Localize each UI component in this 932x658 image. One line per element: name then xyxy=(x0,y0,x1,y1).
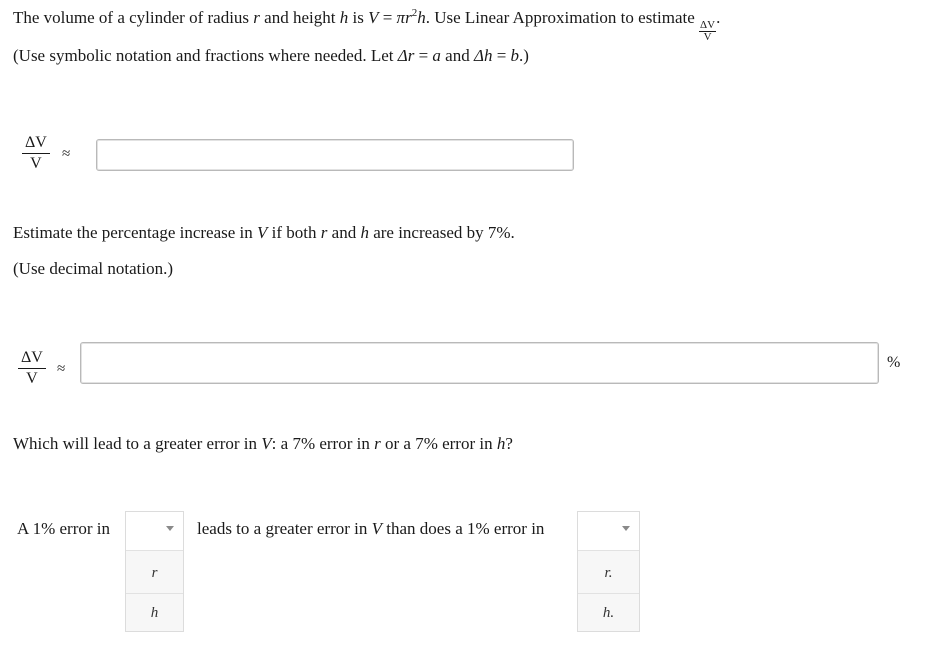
var-r: r xyxy=(253,8,260,27)
decimal-note: (Use decimal notation.) xyxy=(13,259,174,278)
var-V: V xyxy=(368,8,379,27)
dropdown-option-h[interactable]: h. xyxy=(602,604,615,621)
part3-question xyxy=(13,434,513,454)
var-a: a xyxy=(432,46,441,65)
dropdown-selected[interactable] xyxy=(126,512,183,551)
sentence-prefix: A 1% error in xyxy=(17,519,111,538)
answer1-input[interactable] xyxy=(97,140,573,170)
question-text: . Use Linear Approximation to estimate xyxy=(425,8,700,27)
sentence-text: leads to a greater error in xyxy=(197,519,372,538)
question-text: is xyxy=(348,8,369,27)
note-text: (Use symbolic notation and fractions where needed. Let xyxy=(13,46,398,65)
question-text: if both xyxy=(267,223,321,242)
caret-down-icon xyxy=(166,526,174,531)
fraction-numerator: ΔV xyxy=(22,134,50,154)
question-text: : a 7% error in xyxy=(271,434,375,453)
question-text: and xyxy=(327,223,361,242)
var-h: h xyxy=(339,8,349,27)
answer1-input-box xyxy=(96,139,574,171)
delta-h: Δh xyxy=(473,46,493,65)
notation-note xyxy=(13,46,529,66)
var-V: V xyxy=(261,434,272,453)
equals-sign: = xyxy=(378,8,397,27)
pi-r: πr xyxy=(396,8,412,27)
var-h: h xyxy=(417,8,426,27)
fraction-denominator: V xyxy=(26,370,38,387)
fraction-numerator: ΔV xyxy=(700,19,716,31)
delta-r: Δr xyxy=(397,46,415,65)
question-text: are increased by 7%. xyxy=(368,223,515,242)
approx-sign: ≈ xyxy=(62,146,71,162)
var-r: r xyxy=(374,434,381,453)
error-variable-dropdown-1[interactable] xyxy=(125,511,184,632)
dropdown-selected[interactable] xyxy=(578,512,639,551)
equals-sign: = xyxy=(414,46,433,65)
question-text: Which will lead to a greater error in xyxy=(13,434,262,453)
note-text: and xyxy=(440,46,474,65)
dropdown-option-r[interactable]: r xyxy=(151,564,158,581)
answer2-fraction xyxy=(18,349,46,388)
question-text: Estimate the percentage increase in xyxy=(13,223,258,242)
question-text: ? xyxy=(505,434,513,453)
answer2-input[interactable] xyxy=(81,343,878,383)
question-text: The volume of a cylinder of radius xyxy=(13,8,254,27)
exponent: 2 xyxy=(411,7,418,19)
var-V: V xyxy=(371,519,383,538)
var-V: V xyxy=(257,223,268,242)
question-text: and height xyxy=(259,8,340,27)
var-r: r xyxy=(320,223,328,242)
fraction-numerator: ΔV xyxy=(18,349,46,369)
caret-down-icon xyxy=(622,526,630,531)
var-b: b xyxy=(510,46,520,65)
dropdown-option-h[interactable]: h xyxy=(150,604,159,621)
approx-sign: ≈ xyxy=(57,361,66,377)
error-variable-dropdown-2[interactable] xyxy=(577,511,640,632)
equals-sign: = xyxy=(492,46,511,65)
answer2-input-box xyxy=(80,342,879,384)
sentence-text: than does a 1% error in xyxy=(382,519,545,538)
question-text: . xyxy=(716,8,721,27)
inline-fraction xyxy=(699,20,716,43)
note-text: .) xyxy=(519,46,529,65)
answer1-fraction xyxy=(22,134,50,173)
question-text: or a 7% error in xyxy=(380,434,497,453)
part2-question xyxy=(13,223,515,243)
sentence-middle xyxy=(197,519,544,539)
percent-unit: % xyxy=(887,354,901,371)
fraction-denominator: V xyxy=(703,31,712,43)
fraction-denominator: V xyxy=(30,155,42,172)
var-h: h xyxy=(360,223,369,242)
question-statement xyxy=(13,8,720,43)
var-h: h xyxy=(496,434,506,453)
dropdown-option-r[interactable]: r. xyxy=(604,564,613,581)
